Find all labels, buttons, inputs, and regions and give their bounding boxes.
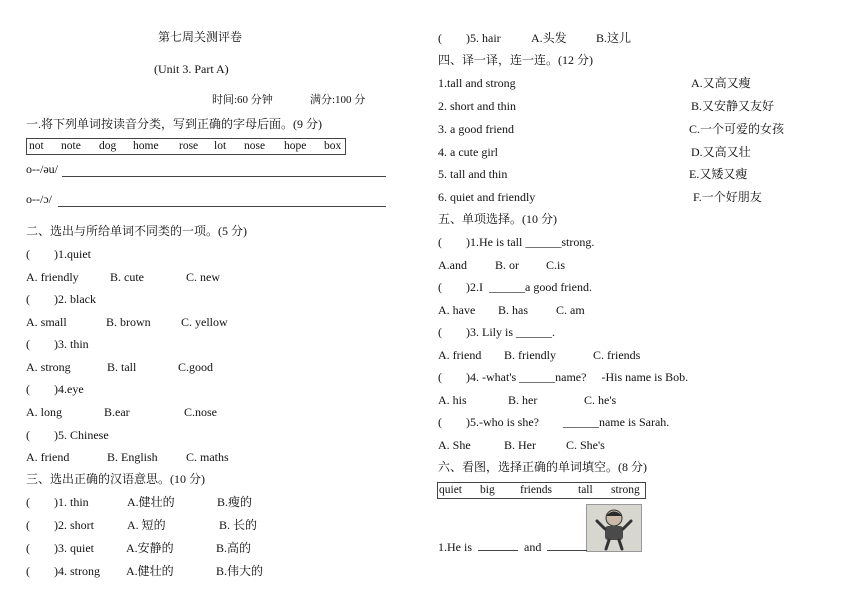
option-a: A.健壮的 [127,495,175,509]
option-b: B. 长的 [219,518,258,532]
option-c: C. friends [593,348,641,362]
option-b: B. Her [504,438,536,452]
option-a: A. small [26,315,67,329]
time-limit: 时间:60 分钟 [212,94,273,106]
full-score: 满分:100 分 [310,94,366,106]
option-c: C. She's [566,438,605,452]
option-b: B.伟大的 [216,564,264,578]
option-b: B.ear [104,405,130,419]
section-2-heading: 二、选出与所给单词不同类的一项。(5 分) [26,224,247,238]
option-c: C. maths [186,450,229,464]
section-1-word-box [26,138,346,155]
option-b: B.这儿 [596,31,632,45]
word: home [133,140,159,152]
question: ( )1. thin [26,495,89,509]
word: nose [244,140,266,152]
question: ( )2.I ______a good friend. [438,280,592,294]
question: ( )1.He is tall ______strong. [438,235,595,249]
word: friends [520,484,552,496]
option-c: C. he's [584,393,617,407]
option-b: B.高的 [216,541,252,555]
fill-question-and: and [524,540,542,554]
option-b: B. or [495,258,519,272]
option-c: C. new [186,270,220,284]
option-b: B. cute [110,270,144,284]
option-b: B. English [107,450,158,464]
fill-question [438,539,587,555]
option-b: B. has [498,303,528,317]
question: ( )2. short [26,518,94,532]
word: rose [179,140,199,152]
boy-picture [586,504,642,552]
option-a: A.and [438,258,467,272]
match-left-item: 4. a cute girl [438,145,498,159]
word: box [324,140,342,152]
option-c: C.good [178,360,214,374]
question: ( )3. Lily is ______. [438,325,555,339]
section-3-heading: 三、选出正确的汉语意思。(10 分) [26,472,205,486]
option-c: C.is [546,258,566,272]
answer-blank[interactable] [547,539,587,551]
match-left-item: 5. tall and thin [438,167,508,181]
word: lot [214,140,227,152]
option-a: A. She [438,438,471,452]
section-6-word-box [437,482,646,499]
match-left-item: 2. short and thin [438,99,516,113]
option-c: C. yellow [181,315,228,329]
option-b: B. friendly [504,348,556,362]
question: ( )4.eye [26,382,84,396]
answer-line[interactable] [58,206,386,207]
fill-question-start: 1.He is [438,540,472,554]
option-a: A. friend [438,348,482,362]
question: ( )1.quiet [26,247,91,261]
option-a: A.健壮的 [126,564,174,578]
match-right-item: C.一个可爱的女孩 [689,122,785,136]
question: ( )5. hair [438,31,501,45]
answer-line[interactable] [62,176,386,177]
match-right-item: B.又安静又友好 [691,99,775,113]
word: tall [578,484,593,496]
option-b: B. her [508,393,538,407]
word: hope [284,140,307,152]
question: ( )5.-who is she? ______name is Sarah. [438,415,670,429]
section-1-heading: 一.将下列单词按读音分类，写到正确的字母后面。(9 分) [26,117,322,131]
match-right-item: A.又高又瘦 [691,76,751,90]
option-a: A. 短的 [127,518,166,532]
answer-line-label: o--/əu/ [26,162,58,176]
option-a: A. have [438,303,476,317]
match-right-item: D.又高又壮 [691,145,751,159]
word: quiet [439,484,462,496]
section-5-heading: 五、单项选择。(10 分) [438,212,557,226]
option-c: C. am [556,303,585,317]
question: ( )4. -what's ______name? -His name is Bob. [438,370,689,384]
section-6-heading: 六、看图，选择正确的单词填空。(8 分) [438,460,647,474]
question: ( )2. black [26,292,96,306]
question: ( )3. quiet [26,541,94,555]
option-b: B. tall [107,360,137,374]
unit-label: (Unit 3. Part A) [154,62,229,76]
question: ( )4. strong [26,564,100,578]
option-a: A. friend [26,450,70,464]
answer-line-label: o--/ɔ/ [26,192,52,206]
option-a: A. his [438,393,467,407]
answer-blank[interactable] [478,539,518,551]
word: not [29,140,44,152]
option-b: B.瘦的 [217,495,253,509]
match-right-item: E.又矮又瘦 [689,167,748,181]
option-a: A. strong [26,360,71,374]
word: big [480,484,495,496]
question: ( )3. thin [26,337,89,351]
match-right-item: F.一个好朋友 [693,190,762,204]
word: strong [611,484,640,496]
word: dog [99,140,117,152]
option-b: B. brown [106,315,151,329]
option-a: A.头发 [531,31,567,45]
option-a: A. friendly [26,270,79,284]
option-c: C.nose [184,405,217,419]
option-a: A. long [26,405,62,419]
word: note [61,140,81,152]
match-left-item: 1.tall and strong [438,76,516,90]
section-4-heading: 四、译一译，连一连。(12 分) [438,53,593,67]
paper-title: 第七周关测评卷 [158,30,243,44]
question: ( )5. Chinese [26,428,109,442]
option-a: A.安静的 [126,541,174,555]
match-left-item: 6. quiet and friendly [438,190,536,204]
match-left-item: 3. a good friend [438,122,514,136]
